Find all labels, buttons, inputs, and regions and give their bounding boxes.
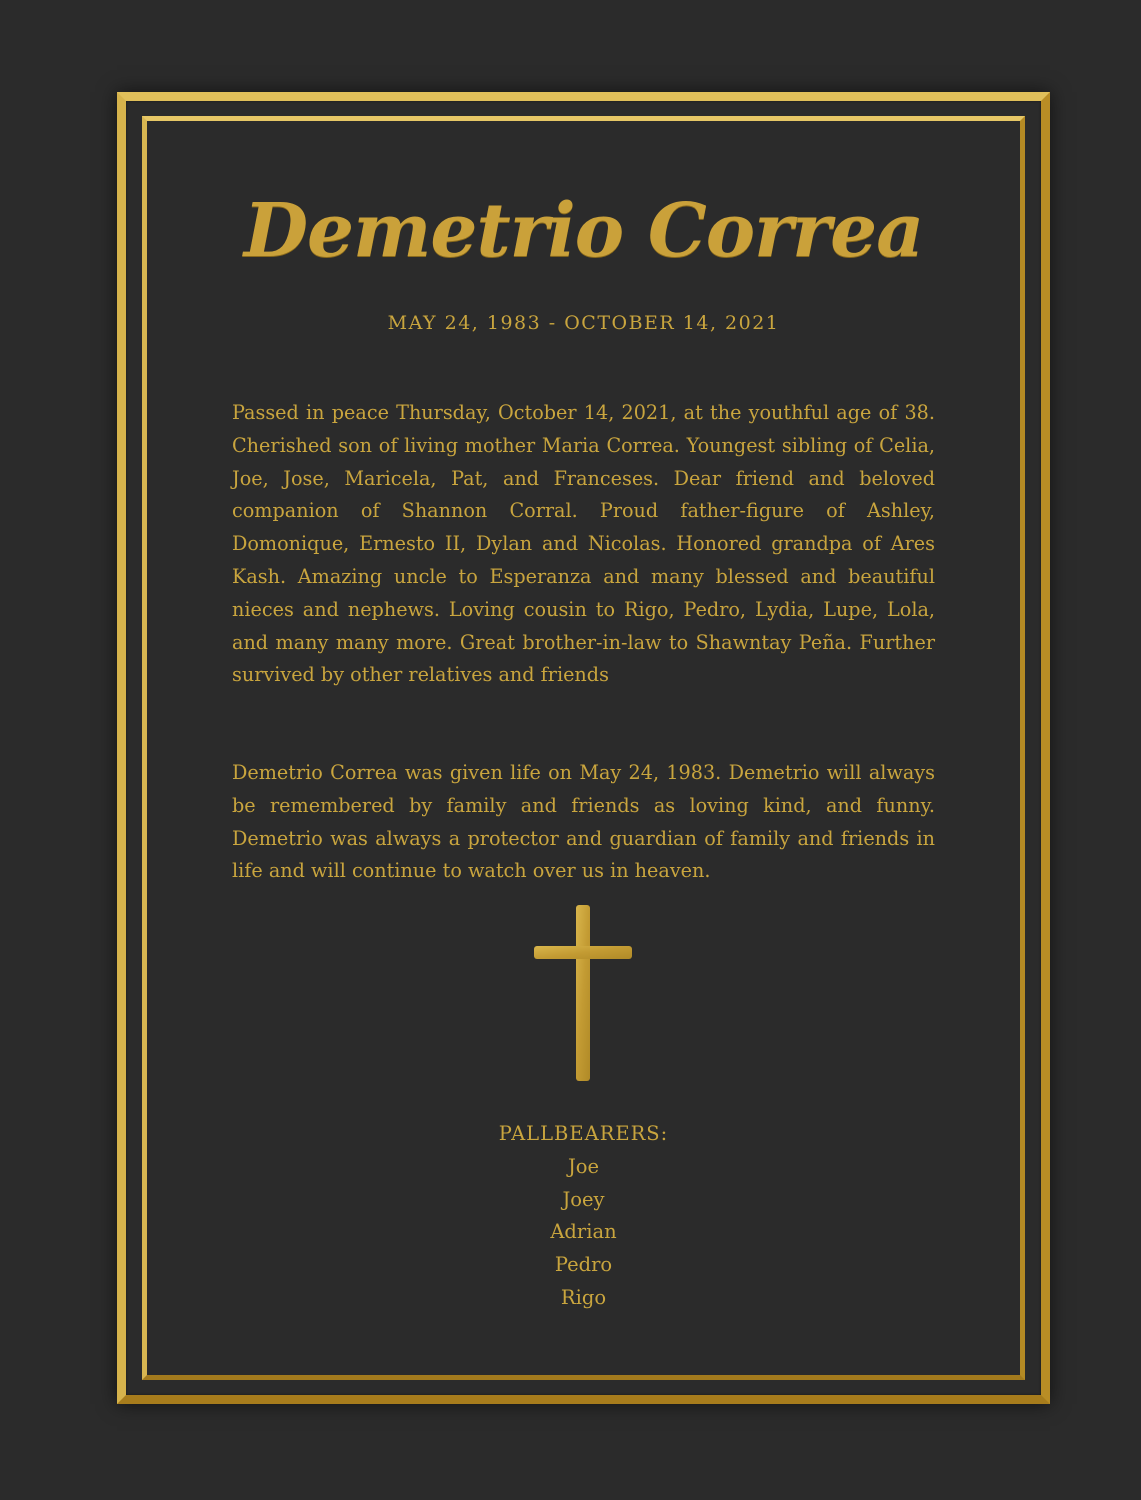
- pallbearer-name: Adrian: [550, 1220, 617, 1244]
- pallbearers-section: [142, 1118, 1025, 1315]
- pallbearer-name: Pedro: [554, 1253, 613, 1277]
- pallbearer-name: Joey: [562, 1187, 605, 1211]
- obituary-paragraph-2: Demetrio Correa was given life on May 24, 1983. Demetrio will always be remembered by family and friends as loving kind, and funny. Demetrio was always a protector and guardian of family and friends in life and will continue to watch over us in heaven.: [232, 761, 935, 883]
- cross-icon: [533, 905, 633, 1083]
- pallbearer-name: Rigo: [560, 1285, 607, 1309]
- life-dates: MAY 24, 1983 - OCTOBER 14, 2021: [387, 312, 780, 334]
- pallbearers-heading: PALLBEARERS:: [498, 1122, 669, 1145]
- pallbearer-name: Joe: [567, 1154, 600, 1178]
- obituary-paragraph-1: Passed in peace Thursday, October 14, 2021, at the youthful age of 38. Cherished son of living mother Maria Correa. Youngest sibling of Celia, Joe, Jose, Maricela, Pat, and Franceses. Dear friend and beloved companion of Shannon Corral. Proud father-figure of Ashley, Domonique, Ernesto II, Dylan and Nicolas. Honored grandpa of Ares Kash. Amazing uncle to Esperanza and many blessed and beautiful nieces and nephews. Loving cousin to Rigo, Pedro, Lydia, Lupe, Lola, and many many more. Great brother-in-law to Shawntay Peña. Further survived by other relatives and friends: [232, 401, 935, 687]
- deceased-name: Demetrio Correa: [243, 188, 924, 274]
